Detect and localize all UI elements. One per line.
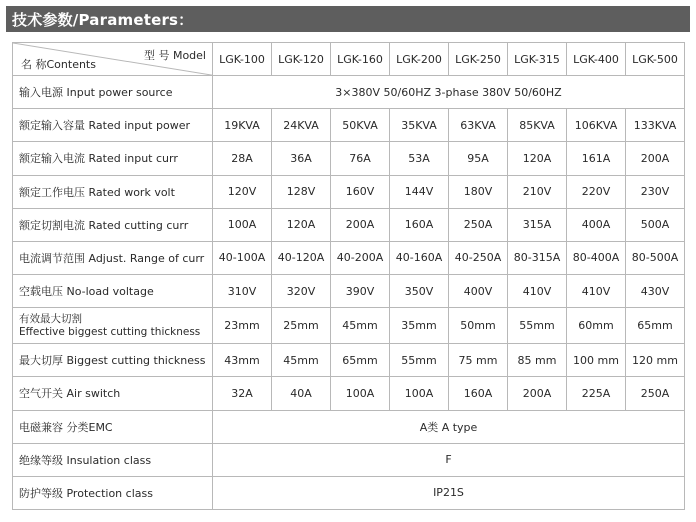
table-row [13, 410, 685, 443]
model-label: 型 号 Model [143, 49, 206, 62]
table-cell: 160A [390, 208, 449, 241]
table-cell: 133KVA [626, 109, 685, 142]
table-cell: 40-250A [449, 241, 508, 274]
table-cell: 320V [272, 274, 331, 307]
table-cell: 60mm [567, 308, 626, 344]
row-label: 绝缘等级 Insulation class [13, 443, 213, 476]
table-cell: 200A [626, 142, 685, 175]
table-cell: 160V [331, 175, 390, 208]
column-header: LGK-315 [508, 43, 567, 76]
merged-cell: IP21S [213, 476, 685, 509]
merged-cell: F [213, 443, 685, 476]
header-corner-cell [13, 43, 213, 76]
table-cell: 35mm [390, 308, 449, 344]
table-row [13, 109, 685, 142]
table-cell: 310V [213, 274, 272, 307]
table-cell: 80-315A [508, 241, 567, 274]
table-cell: 43mm [213, 344, 272, 377]
table-row [13, 241, 685, 274]
table-cell: 500A [626, 208, 685, 241]
table-cell: 55mm [390, 344, 449, 377]
table-cell: 65mm [331, 344, 390, 377]
row-label: 空气开关 Air switch [13, 377, 213, 410]
row-label: 额定输入容量 Rated input power [13, 109, 213, 142]
table-cell: 250A [626, 377, 685, 410]
table-cell: 36A [272, 142, 331, 175]
table-cell: 100A [390, 377, 449, 410]
table-cell: 40-100A [213, 241, 272, 274]
table-row [13, 344, 685, 377]
table-cell: 65mm [626, 308, 685, 344]
row-label: 额定切割电流 Rated cutting curr [13, 208, 213, 241]
merged-cell: A类 A type [213, 410, 685, 443]
table-cell: 24KVA [272, 109, 331, 142]
column-header: LGK-160 [331, 43, 390, 76]
table-cell: 410V [508, 274, 567, 307]
row-label: 电流调节范围 Adjust. Range of curr [13, 241, 213, 274]
table-row [13, 175, 685, 208]
table-cell: 32A [213, 377, 272, 410]
table-cell: 23mm [213, 308, 272, 344]
table-row [13, 208, 685, 241]
table-cell: 100A [331, 377, 390, 410]
table-cell: 100 mm [567, 344, 626, 377]
table-cell: 120V [213, 175, 272, 208]
table-header-row [13, 43, 685, 76]
table-cell: 28A [213, 142, 272, 175]
table-cell: 100A [213, 208, 272, 241]
table-cell: 50KVA [331, 109, 390, 142]
table-cell: 210V [508, 175, 567, 208]
table-cell: 35KVA [390, 109, 449, 142]
column-header: LGK-500 [626, 43, 685, 76]
table-cell: 120 mm [626, 344, 685, 377]
row-label [13, 308, 213, 344]
table-cell: 55mm [508, 308, 567, 344]
row-label-line-1: 有效最大切割 [19, 312, 82, 325]
column-header: LGK-250 [449, 43, 508, 76]
table-cell: 200A [508, 377, 567, 410]
table-cell: 120A [272, 208, 331, 241]
title-bar [6, 6, 690, 32]
table-cell: 53A [390, 142, 449, 175]
table-row [13, 274, 685, 307]
table-cell: 40-200A [331, 241, 390, 274]
table-cell: 95A [449, 142, 508, 175]
table-row [13, 443, 685, 476]
table-cell: 230V [626, 175, 685, 208]
row-label-line-2: Effective biggest cutting thickness [19, 325, 201, 338]
table-cell: 250A [449, 208, 508, 241]
row-label: 防护等级 Protection class [13, 476, 213, 509]
column-header: LGK-400 [567, 43, 626, 76]
table-cell: 80-400A [567, 241, 626, 274]
table-cell: 400A [567, 208, 626, 241]
table-row [13, 142, 685, 175]
table-cell: 430V [626, 274, 685, 307]
table-cell: 200A [331, 208, 390, 241]
table-cell: 220V [567, 175, 626, 208]
page-title: 技术参数/Parameters： [12, 11, 194, 29]
table-cell: 160A [449, 377, 508, 410]
table-cell: 106KVA [567, 109, 626, 142]
table-cell: 50mm [449, 308, 508, 344]
table-cell: 40-160A [390, 241, 449, 274]
row-label: 额定工作电压 Rated work volt [13, 175, 213, 208]
table-cell: 80-500A [626, 241, 685, 274]
table-cell: 410V [567, 274, 626, 307]
table-cell: 225A [567, 377, 626, 410]
table-cell: 76A [331, 142, 390, 175]
table-cell: 120A [508, 142, 567, 175]
column-header: LGK-200 [390, 43, 449, 76]
table-cell: 19KVA [213, 109, 272, 142]
row-label: 最大切厚 Biggest cutting thickness [13, 344, 213, 377]
row-label: 输入电源 Input power source [13, 76, 213, 109]
table-cell: 40-120A [272, 241, 331, 274]
merged-cell: 3×380V 50/60HZ 3-phase 380V 50/60HZ [213, 76, 685, 109]
table-cell: 128V [272, 175, 331, 208]
column-header: LGK-100 [213, 43, 272, 76]
column-header: LGK-120 [272, 43, 331, 76]
table-row [13, 76, 685, 109]
table-cell: 45mm [272, 344, 331, 377]
table-cell: 63KVA [449, 109, 508, 142]
table-row [13, 308, 685, 344]
row-label: 空载电压 No-load voltage [13, 274, 213, 307]
table-cell: 25mm [272, 308, 331, 344]
table-row [13, 377, 685, 410]
table-cell: 40A [272, 377, 331, 410]
table-cell: 400V [449, 274, 508, 307]
row-label: 电磁兼容 分类EMC [13, 410, 213, 443]
parameters-table [12, 42, 685, 510]
table-cell: 85 mm [508, 344, 567, 377]
table-cell: 144V [390, 175, 449, 208]
table-cell: 315A [508, 208, 567, 241]
table-cell: 85KVA [508, 109, 567, 142]
table-cell: 180V [449, 175, 508, 208]
table-cell: 350V [390, 274, 449, 307]
row-label: 额定输入电流 Rated input curr [13, 142, 213, 175]
contents-label: 名 称Contents [21, 58, 96, 72]
table-cell: 390V [331, 274, 390, 307]
table-cell: 75 mm [449, 344, 508, 377]
table-row [13, 476, 685, 509]
table-cell: 45mm [331, 308, 390, 344]
table-cell: 161A [567, 142, 626, 175]
